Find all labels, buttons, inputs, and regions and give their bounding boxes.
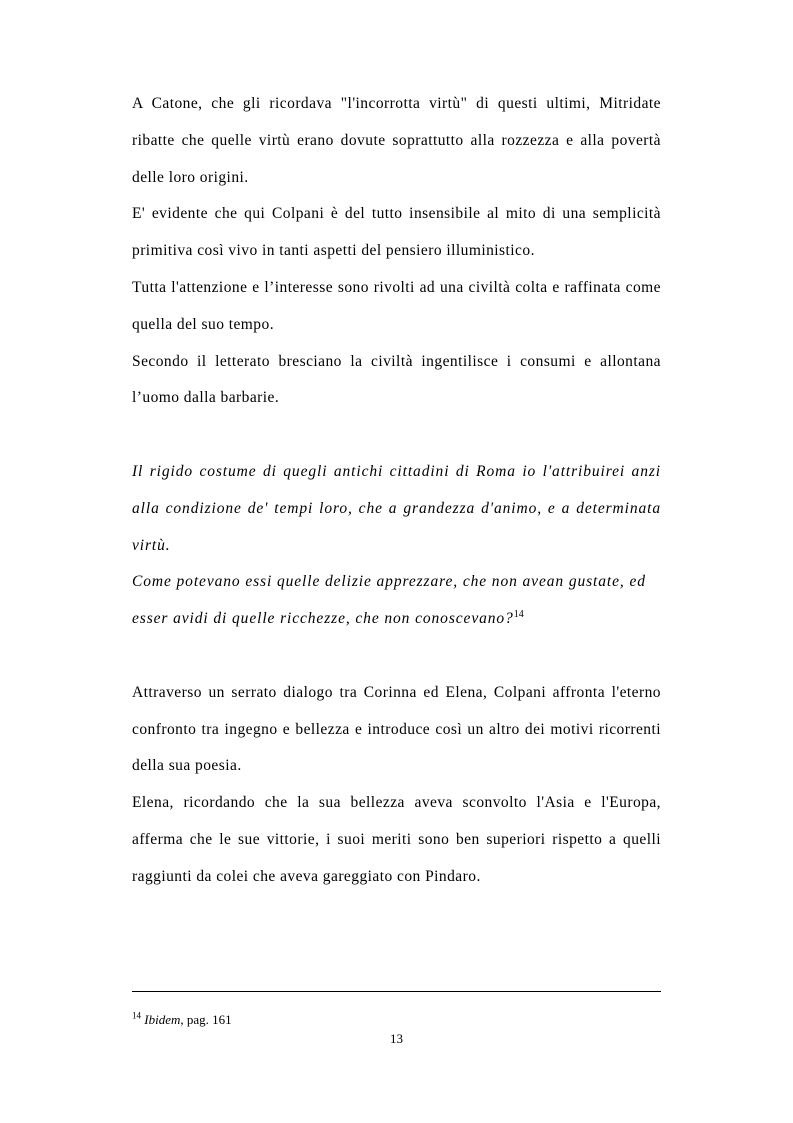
main-text [132,86,661,896]
page-number: 13 [390,1031,403,1046]
paragraph-civilta: Secondo il letterato bresciano la civiltà ingentilisce i consumi e allontana l’uomo dalla barbarie. [132,352,661,407]
footnote-page: , pag. 161 [180,1012,232,1027]
quote-paragraph-1: Il rigido costume di quegli antichi cittadini di Roma io l'attribuirei anzi alla condizione de' tempi loro, che a grandezza d'animo, e a determinata virtù. [132,462,661,554]
paragraph-catone: A Catone, che gli ricordava "l'incorrotta virtù" di questi ultimi, Mitridate ribatte che quelle virtù erano dovute soprattutto alla rozzezza e alla povertà delle loro origini. [132,95,661,186]
footnote-reference[interactable]: 14 [513,609,524,620]
footnote-source: Ibidem [144,1012,181,1027]
footnote [132,1012,232,1028]
quote-paragraph-2 [132,564,661,638]
paragraph-elena: Elena, ricordando che la sua bellezza aveva sconvolto l'Asia e l'Europa, afferma che le sue vittorie, i suoi meriti sono ben superiori rispetto a quelli raggiunti da colei che aveva gareggiato con Pindaro. [132,794,661,885]
paragraph-attenzione: Tutta l'attenzione e l’interesse sono rivolti ad una civiltà colta e raffinata come quella del suo tempo. [132,278,661,333]
block-quote [132,454,661,638]
paragraph-dialogo: Attraverso un serrato dialogo tra Corinna ed Elena, Colpani affronta l'eterno confronto tra ingegno e bellezza e introduce così un altro dei motivi ricorrenti della sua poesia. [132,683,661,775]
footnote-number: 14 [132,1010,141,1021]
footnote-divider [132,991,661,992]
paragraph-gap [132,638,661,675]
paragraph-colpani-insensibile: E' evidente che qui Colpani è del tutto insensibile al mito di una semplicità primitiva così vivo in tanti aspetti del pensiero illuministico. [132,205,661,260]
quote-paragraph-2-text: Come potevano essi quelle delizie apprezzare, che non avean gustate, ed esser avidi di quelle ricchezze, che non conoscevano? [132,573,646,628]
paragraph-gap [132,417,661,454]
